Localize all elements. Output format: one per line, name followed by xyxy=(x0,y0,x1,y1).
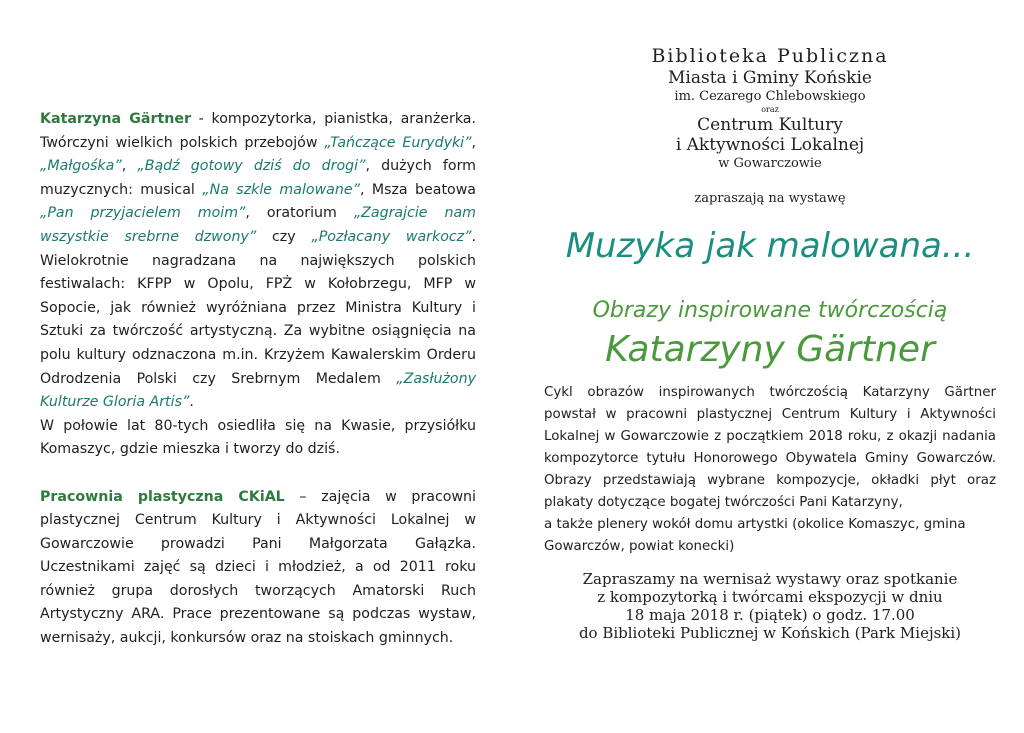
studio-name: Pracownia plastyczna CKiAL xyxy=(40,488,285,505)
invite-text: zapraszają na wystawę xyxy=(694,191,846,206)
bio-text-4: , dużych form muzycznych: musical xyxy=(40,158,476,198)
oratorio-title: „Pozłacany warkocz” xyxy=(311,228,472,245)
studio-paragraph xyxy=(40,486,476,651)
bio-name: Katarzyna Gärtner xyxy=(40,111,191,127)
exhibition-title: Muzyka jak malowana... xyxy=(565,226,975,266)
bio-paragraph xyxy=(40,108,476,415)
right-panel xyxy=(530,44,1010,642)
bio-kwasie: W połowie lat 80-tych osiedliła się na Kwasie, przysiółku Komaszyc, gdzie mieszka i tworzy do dziś. xyxy=(40,417,476,458)
org1-line3: im. Cezarego Chlebowskiego xyxy=(674,89,866,104)
musical-title: „Na szkle malowane” xyxy=(202,181,360,198)
org2-line1: Centrum Kultury xyxy=(697,115,843,135)
left-panel xyxy=(40,108,476,651)
bio-text-9: . xyxy=(189,394,194,411)
exhibition-subtitle: Obrazy inspirowane twórczością xyxy=(592,298,948,323)
artist-name: Katarzyny Gärtner xyxy=(605,329,935,370)
footer-line2: z kompozytorką i twórcami ekspozycji w dniu xyxy=(597,588,943,606)
bio-text-7: czy xyxy=(256,228,312,245)
oratorio-title: „Zagrajcie nam wszystkie srebrne dzwony” xyxy=(40,205,476,245)
mass-title: „Pan przyjacielem moim” xyxy=(40,205,246,222)
org1-line2: Miasta i Gminy Końskie xyxy=(668,68,872,88)
footer-line3: 18 maja 2018 r. (piątek) o godz. 17.00 xyxy=(625,606,915,624)
footer-line4: do Biblioteki Publicznej w Końskich (Park Miejski) xyxy=(578,624,962,642)
description xyxy=(544,382,996,558)
footer-invitation xyxy=(530,570,1010,642)
bio-text-3: , xyxy=(121,158,138,175)
footer-line1: Zapraszamy na wernisaż wystawy oraz spotkanie xyxy=(582,570,958,588)
spacer xyxy=(40,462,476,486)
org2-line3: w Gowarczowie xyxy=(718,156,822,171)
bio-text-6: , oratorium xyxy=(245,205,354,222)
studio-text: – zajęcia w pracowni plastycznej Centrum Kultury i Aktywności Lokalnej w Gowarczowie prowadzi Pani Małgorzata Gałązka. Uczestnikami zajęć są dzieci i młodzież, a od 2011 roku również grupa dorosłych tworzących Amatorski Ruch Artystyczny ARA. Prace prezentowane są podczas wystaw, wernisaży, aukcji, konkursów oraz na stoiskach gminnych. xyxy=(40,488,476,647)
song-title: „Małgośka” xyxy=(40,158,122,175)
song-title: „Tańczące Eurydyki” xyxy=(324,134,472,151)
description-text: Cykl obrazów inspirowanych twórczością Katarzyny Gärtner powstał w pracowni plastycznej Centrum Kultury i Aktywności Lokalnej w Gowarczowie z początkiem 2018 roku, z okazji nadania kompozytorce tytułu Honorowego Obywatela Gminy Gowarczów. Obrazy przedstawiają wybrane kompozycje, okładki płyt oraz plakaty dotyczące bogatej twórczości Pani Katarzyny, xyxy=(544,385,996,510)
medal-title: „Zasłużony Kulturze Gloria Artis” xyxy=(40,370,476,411)
song-title: „Bądź gotowy dziś do drogi” xyxy=(137,158,366,175)
bio-text-5: , Msza beatowa xyxy=(359,181,476,198)
org1-line1: Biblioteka Publiczna xyxy=(651,45,889,67)
bio-text-8: . Wielokrotnie nagradzana na największych polskich festiwalach: KFPP w Opolu, FPŻ w Kołobrzegu, MFP w Sopocie, jak również wyróżniana przez Ministra Kultury i Sztuki za twórczość artystyczną. Za wybitne osiągnięcia na polu kultury odznaczona m.in. Krzyżem Kawalerskim Orderu Odrodzenia Polski czy Srebrnym Medalem xyxy=(40,228,476,387)
description-last: a także plenery wokół domu artystki (okolice Komaszyc, gmina Gowarczów, powiat konecki) xyxy=(544,517,966,554)
org2-line2: i Aktywności Lokalnej xyxy=(675,135,865,155)
bio-text-2: , xyxy=(471,134,476,151)
oraz-label: oraz xyxy=(761,105,779,114)
bio-text-1: - kompozytorka, pianistka, aranżerka. Twórczyni wielkich polskich przebojów xyxy=(40,111,476,151)
